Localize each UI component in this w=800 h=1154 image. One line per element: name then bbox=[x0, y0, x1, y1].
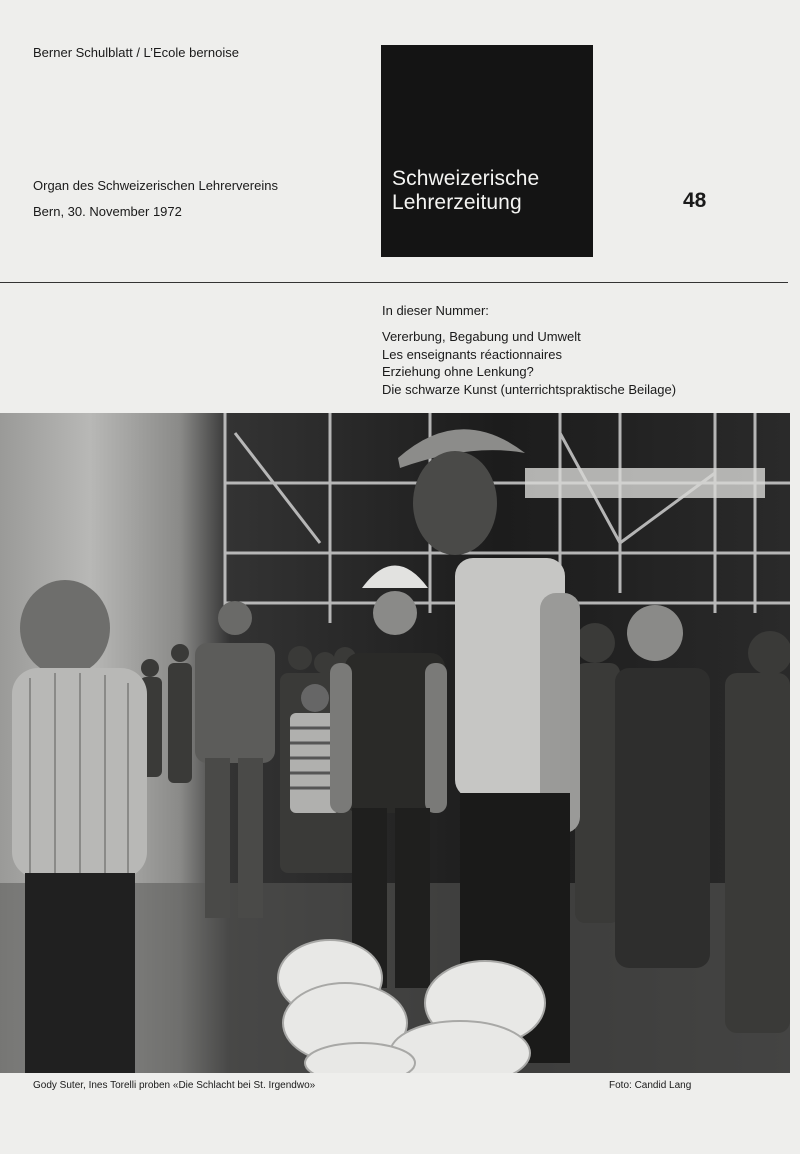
header-divider bbox=[0, 282, 788, 283]
issue-date: Bern, 30. November 1972 bbox=[33, 204, 182, 219]
series-title: Berner Schulblatt / L’Ecole bernoise bbox=[33, 45, 239, 60]
contents-item: Les enseignants réactionnaires bbox=[382, 346, 562, 362]
contents-item: Erziehung ohne Lenkung? bbox=[382, 364, 534, 379]
magazine-title-line2: Lehrerzeitung bbox=[392, 191, 522, 214]
contents-list bbox=[382, 328, 676, 398]
issue-number: 48 bbox=[683, 189, 707, 212]
contents-item: Vererbung, Begabung und Umwelt bbox=[382, 329, 581, 344]
contents-heading: In dieser Nummer: bbox=[382, 303, 489, 318]
title-block bbox=[381, 45, 593, 257]
magazine-title-line1: Schweizerische bbox=[392, 167, 540, 190]
photo-caption: Gody Suter, Ines Torelli proben «Die Schlacht bei St. Irgendwo» bbox=[33, 1080, 316, 1091]
cover-photo bbox=[0, 413, 790, 1073]
cover-photo-illustration bbox=[0, 413, 790, 1073]
organ-line: Organ des Schweizerischen Lehrervereins bbox=[33, 178, 278, 193]
photo-credit: Foto: Candid Lang bbox=[609, 1080, 692, 1091]
contents-item: Die schwarze Kunst (unterrichtspraktische Beilage) bbox=[382, 381, 677, 397]
